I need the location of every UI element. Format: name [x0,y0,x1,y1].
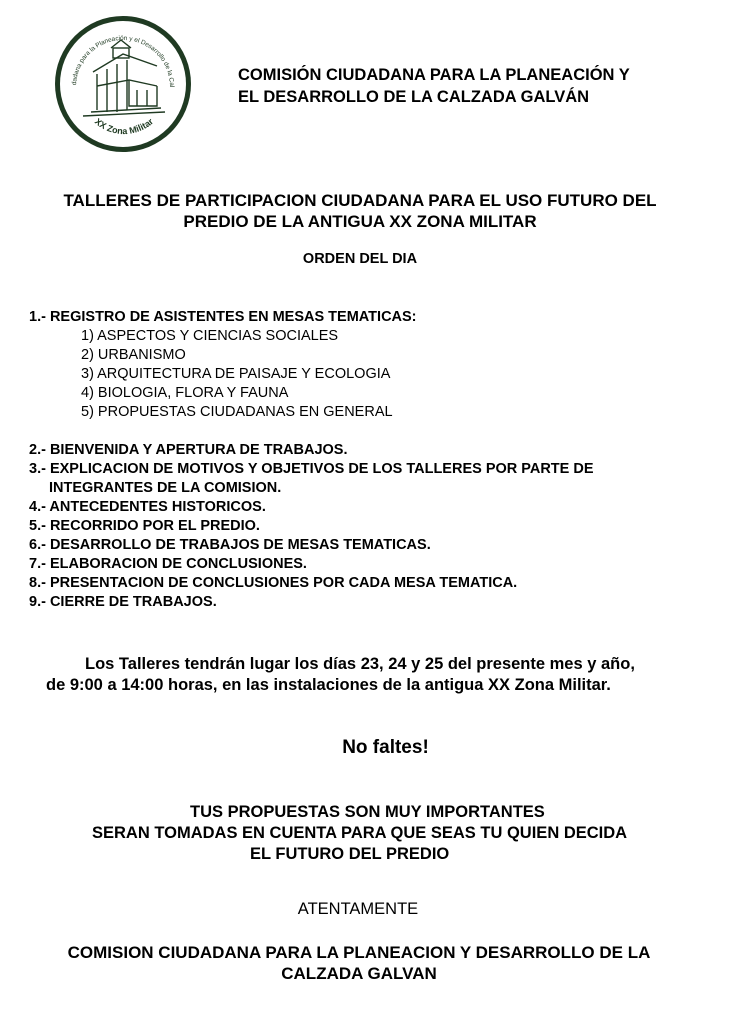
agenda-item-8: 8.- PRESENTACION DE CONCLUSIONES POR CADA MESA TEMATICA. [29,575,518,591]
agenda-item-6: 6.- DESARROLLO DE TRABAJOS DE MESAS TEMATICAS. [29,537,431,553]
proposals-line3: EL FUTURO DEL PREDIO [250,845,450,863]
commission-logo [53,14,193,154]
agenda-subitem: 5) PROPUESTAS CIUDADANAS EN GENERAL [81,404,393,420]
proposals-line1: TUS PROPUESTAS SON MUY IMPORTANTES [190,803,545,821]
agenda-item-2: 2.- BIENVENIDA Y APERTURA DE TRABAJOS. [29,442,348,458]
proposals-line2: SERAN TOMADAS EN CUENTA PARA QUE SEAS TU QUIEN DECIDA [92,824,628,842]
agenda-subitem: 3) ARQUITECTURA DE PAISAJE Y ECOLOGIA [81,366,391,382]
header-title-line2: EL DESARROLLO DE LA CALZADA GALVÁN [238,88,590,106]
logo-seal-icon [53,14,193,154]
schedule-paragraph [46,654,706,696]
header-title-line1: COMISIÓN CIUDADANA PARA LA PLANEACIÓN Y [238,66,630,84]
agenda-item-1: 1.- REGISTRO DE ASISTENTES EN MESAS TEMATICAS: [29,309,417,325]
proposals-block [0,802,751,865]
call-to-action: No faltes! [342,737,429,758]
main-title-line2: PREDIO DE LA ANTIGUA XX ZONA MILITAR [183,212,537,231]
agenda-item-4: 4.- ANTECEDENTES HISTORICOS. [29,499,266,515]
closing-text: ATENTAMENTE [297,900,419,918]
agenda-item-3: 3.- EXPLICACION DE MOTIVOS Y OBJETIVOS DE LOS TALLERES POR PARTE DE [29,461,594,477]
agenda-item-9: 9.- CIERRE DE TRABAJOS. [29,594,217,610]
signature-line2: CALZADA GALVAN [281,964,437,983]
agenda-subitem: 1) ASPECTOS Y CIENCIAS SOCIALES [81,328,339,344]
main-title-line1: TALLERES DE PARTICIPACION CIUDADANA PARA EL USO FUTURO DEL [63,191,657,210]
svg-text:XX Zona Militar: XX Zona Militar [92,116,156,137]
signature [0,942,718,984]
agenda-subitem: 2) URBANISMO [81,347,186,363]
spacer [29,422,594,441]
header-title [238,64,630,108]
svg-text:Comisión Ciudadana para la Pla: dadana para la Planeación y el Desarrollo de la Cal [71,34,176,88]
agenda-subitem: 4) BIOLOGIA, FLORA Y FAUNA [81,385,289,401]
order-heading: ORDEN DEL DIA [302,251,418,267]
signature-line1: COMISION CIUDADANA PARA LA PLANEACION Y DESARROLLO DE LA [67,943,651,962]
agenda-item-7: 7.- ELABORACION DE CONCLUSIONES. [29,556,307,572]
schedule-line1: Los Talleres tendrán lugar los días 23, 24 y 25 del presente mes y año, [85,655,635,673]
main-title [0,190,720,232]
agenda-item-5: 5.- RECORRIDO POR EL PREDIO. [29,518,260,534]
schedule-line2: de 9:00 a 14:00 horas, en las instalaciones de la antigua XX Zona Militar. [46,676,611,694]
agenda-item-3-continuation: INTEGRANTES DE LA COMISION. [49,480,282,496]
agenda-list [29,308,594,612]
